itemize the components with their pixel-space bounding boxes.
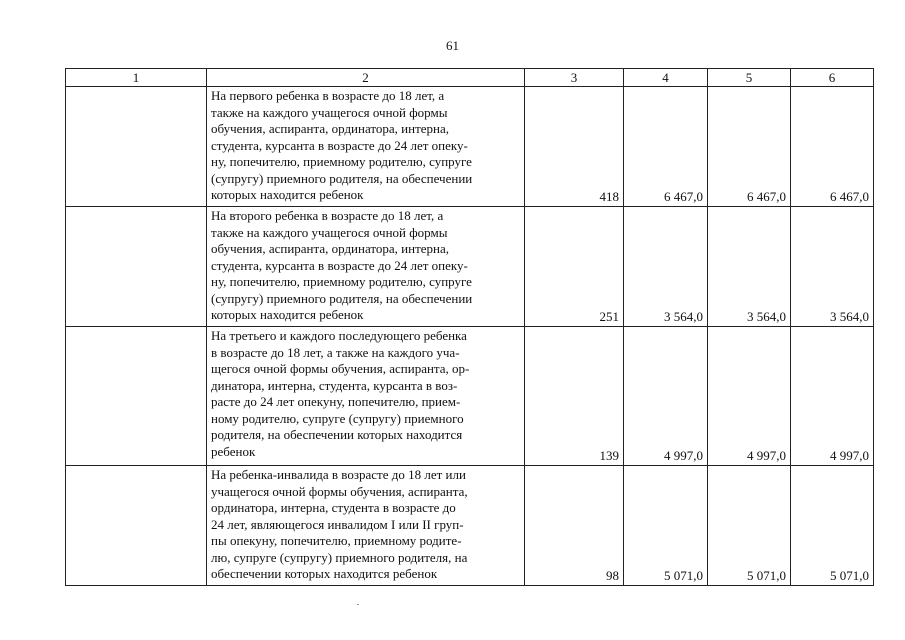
- table-row: [66, 466, 874, 586]
- row-2-line-1: На второго ребенка в возрасте до 18 лет, а: [211, 208, 444, 223]
- scan-speck: [357, 604, 359, 605]
- row-3-line-1: На третьего и каждого последующего ребенка: [211, 328, 467, 343]
- header-cell-5: 5: [708, 69, 791, 87]
- header-cell-3: 3: [525, 69, 624, 87]
- row-1-line-1: На первого ребенка в возрасте до 18 лет, а: [211, 88, 445, 103]
- row-1-line-7: которых находится ребенок: [211, 187, 364, 202]
- row-4-line-6: лю, супруге (супругу) приемного родителя, на: [211, 549, 468, 565]
- row-1-col5: 6 467,0: [708, 87, 791, 207]
- row-1-col1-cell: [66, 87, 207, 207]
- row-3-col3: 139: [525, 327, 624, 466]
- row-1-description: [207, 87, 525, 207]
- row-4-line-1: На ребенка-инвалида в возрасте до 18 лет или: [211, 467, 466, 482]
- row-2-col5: 3 564,0: [708, 207, 791, 327]
- row-3-line-7: родителя, на обеспечении которых находится: [211, 427, 463, 442]
- row-1-line-6: (супругу) приемного родителя, на обеспечении: [211, 170, 473, 186]
- row-1-col3: 418: [525, 87, 624, 207]
- row-4-col3: 98: [525, 466, 624, 586]
- row-1-line-3: обучения, аспиранта, ординатора, интерна,: [211, 121, 450, 136]
- row-3-line-8: ребенок: [211, 443, 256, 459]
- row-4-col1-cell: [66, 466, 207, 586]
- row-4-line-2: учащегося очной формы обучения, аспиранта,: [211, 483, 468, 499]
- row-3-line-5: расте до 24 лет опекуну, попечителю, прием-: [211, 394, 461, 409]
- row-1-line-2: также на каждого учащегося очной формы: [211, 104, 448, 120]
- row-2-line-3: обучения, аспиранта, ординатора, интерна,: [211, 241, 450, 256]
- table-row: [66, 87, 874, 207]
- row-4-col4: 5 071,0: [624, 466, 708, 586]
- row-2-line-6: (супругу) приемного родителя, на обеспечении: [211, 290, 473, 306]
- row-2-line-2: также на каждого учащегося очной формы: [211, 224, 448, 240]
- row-3-description: [207, 327, 525, 466]
- row-1-line-5: ну, попечителю, приемному родителю, супруге: [211, 154, 472, 169]
- header-cell-6: 6: [791, 69, 874, 87]
- row-4-line-5: пы опекуну, попечителю, приемному родите-: [211, 533, 462, 548]
- row-3-line-3: щегося очной формы обучения, аспиранта, ор-: [211, 361, 470, 376]
- row-2-description: [207, 207, 525, 327]
- header-cell-2: 2: [207, 69, 525, 87]
- header-row: [66, 69, 874, 87]
- row-2-line-4: студента, курсанта в возрасте до 24 лет опеку-: [211, 257, 468, 273]
- tax-deduction-table: [65, 68, 874, 586]
- row-3-col1-cell: [66, 327, 207, 466]
- row-4-line-4: 24 лет, являющегося инвалидом I или II груп-: [211, 516, 464, 532]
- row-1-line-4: студента, курсанта в возрасте до 24 лет опеку-: [211, 137, 468, 153]
- row-1-col4: 6 467,0: [624, 87, 708, 207]
- header-cell-4: 4: [624, 69, 708, 87]
- row-2-col3: 251: [525, 207, 624, 327]
- row-3-col6: 4 997,0: [791, 327, 874, 466]
- row-4-col5: 5 071,0: [708, 466, 791, 586]
- row-4-description: [207, 466, 525, 586]
- page-number: 61: [446, 38, 459, 53]
- row-3-line-6: ному родителю, супруге (супругу) приемного: [211, 410, 464, 426]
- row-4-col6: 5 071,0: [791, 466, 874, 586]
- table-row: [66, 327, 874, 466]
- row-4-line-3: ординатора, интерна, студента в возрасте до: [211, 500, 456, 515]
- row-2-line-5: ну, попечителю, приемному родителю, супруге: [211, 274, 472, 289]
- row-2-col4: 3 564,0: [624, 207, 708, 327]
- row-2-col1-cell: [66, 207, 207, 327]
- row-2-col6: 3 564,0: [791, 207, 874, 327]
- table-row: [66, 207, 874, 327]
- row-3-col5: 4 997,0: [708, 327, 791, 466]
- header-cell-1: 1: [66, 69, 207, 87]
- row-3-line-4: динатора, интерна, студента, курсанта в воз-: [211, 377, 458, 393]
- row-4-line-7: обеспечении которых находится ребенок: [211, 566, 438, 581]
- row-2-line-7: которых находится ребенок: [211, 307, 364, 322]
- row-3-line-2: в возрасте до 18 лет, а также на каждого уча-: [211, 344, 460, 360]
- row-1-col6: 6 467,0: [791, 87, 874, 207]
- row-3-col4: 4 997,0: [624, 327, 708, 466]
